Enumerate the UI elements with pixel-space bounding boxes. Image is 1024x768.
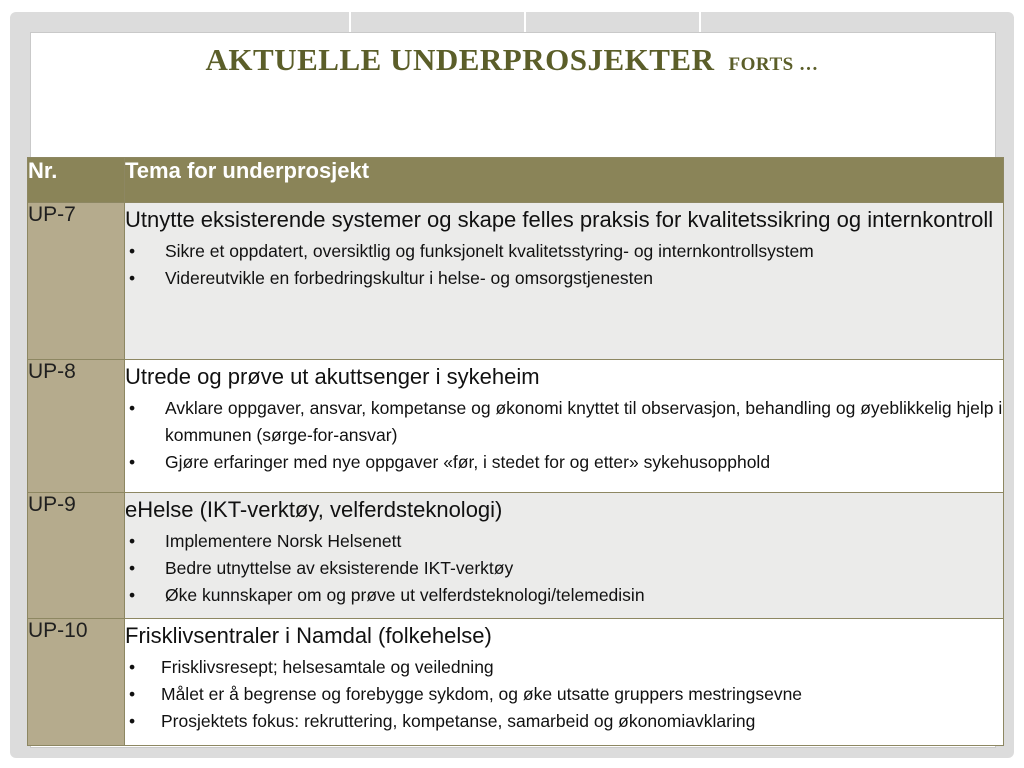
bullet-icon: • xyxy=(129,452,136,472)
row-content xyxy=(125,203,1004,360)
bullet-icon: • xyxy=(129,657,136,677)
frame-divider xyxy=(524,12,526,32)
list-item xyxy=(125,708,1003,735)
row-content xyxy=(125,360,1004,493)
row-heading: eHelse (IKT-verktøy, velferdsteknologi) xyxy=(125,497,503,522)
bullet-icon: • xyxy=(129,558,136,578)
slide-title-sub: FORTS … xyxy=(728,54,819,75)
bullet-icon: • xyxy=(129,241,136,261)
bullet-text: Videreutvikle en forbedringskultur i helse- og omsorgstjenesten xyxy=(165,268,654,288)
row-heading: Utnytte eksisterende systemer og skape felles praksis for kvalitetssikring og internkontroll xyxy=(125,207,994,232)
row-heading: Utrede og prøve ut akuttsenger i sykeheim xyxy=(125,364,540,389)
bullet-text: Bedre utnyttelse av eksisterende IKT-verktøy xyxy=(165,558,514,578)
bullet-icon: • xyxy=(129,398,136,418)
bullet-icon: • xyxy=(129,711,136,731)
bullet-list xyxy=(125,395,1003,476)
bullet-text: Frisklivsresept; helsesamtale og veiledning xyxy=(161,657,494,677)
table-row xyxy=(28,493,1004,619)
bullet-text: Øke kunnskaper om og prøve ut velferdsteknologi/telemedisin xyxy=(165,585,645,605)
table-header-row xyxy=(28,158,1004,203)
bullet-list xyxy=(125,238,1003,292)
row-content xyxy=(125,619,1004,746)
frame-divider xyxy=(699,12,701,32)
row-id: UP-7 xyxy=(28,203,125,360)
list-item xyxy=(125,528,1003,555)
list-item xyxy=(125,238,1003,265)
list-item xyxy=(125,265,1003,292)
bullet-icon: • xyxy=(129,585,136,605)
header-tema: Tema for underprosjekt xyxy=(125,158,1004,203)
bullet-text: Prosjektets fokus: rekruttering, kompetanse, samarbeid og økonomiavklaring xyxy=(161,711,756,731)
bullet-text: Gjøre erfaringer med nye oppgaver «før, i stedet for og etter» sykehusopphold xyxy=(165,452,771,472)
bullet-icon: • xyxy=(129,268,136,288)
list-item xyxy=(125,654,1003,681)
row-id: UP-9 xyxy=(28,493,125,619)
row-id: UP-10 xyxy=(28,619,125,746)
bullet-icon: • xyxy=(129,531,136,551)
row-id: UP-8 xyxy=(28,360,125,493)
list-item xyxy=(125,449,1003,476)
list-item xyxy=(125,681,1003,708)
list-item xyxy=(125,395,1003,449)
list-item xyxy=(125,582,1003,609)
bullet-text: Implementere Norsk Helsenett xyxy=(165,531,402,551)
header-nr: Nr. xyxy=(28,158,125,203)
bullet-text: Målet er å begrense og forebygge sykdom, og øke utsatte gruppers mestringsevne xyxy=(161,684,803,704)
row-heading: Frisklivsentraler i Namdal (folkehelse) xyxy=(125,623,492,648)
slide-title-main: AKTUELLE UNDERPROSJEKTER xyxy=(205,42,715,77)
row-content xyxy=(125,493,1004,619)
bullet-text: Avklare oppgaver, ansvar, kompetanse og økonomi knyttet til observasjon, behandling og øyeblikkelig hjelp i kommunen (sørge-for-ansvar) xyxy=(165,398,1003,445)
table-row xyxy=(28,203,1004,360)
slide-title xyxy=(0,42,1024,78)
subproject-table xyxy=(27,157,1004,746)
table-row xyxy=(28,360,1004,493)
frame-divider xyxy=(349,12,351,32)
bullet-text: Sikre et oppdatert, oversiktlig og funksjonelt kvalitetsstyring- og internkontrollsystem xyxy=(165,241,814,261)
list-item xyxy=(125,555,1003,582)
table-row xyxy=(28,619,1004,746)
bullet-icon: • xyxy=(129,684,136,704)
bullet-list xyxy=(125,654,1003,735)
bullet-list xyxy=(125,528,1003,609)
